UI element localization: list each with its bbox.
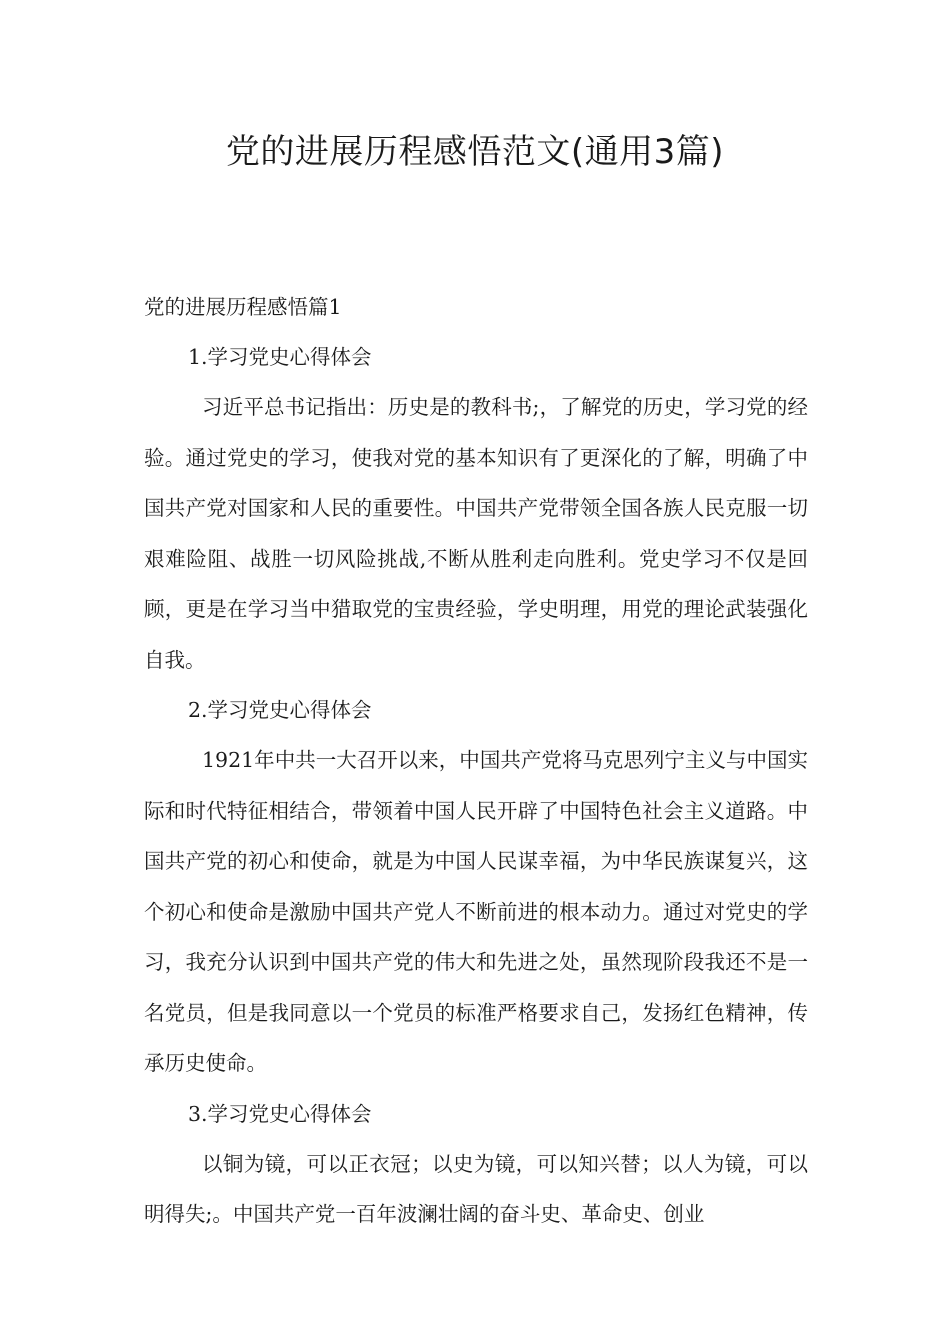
section-title: 党的进展历程感悟篇1 (144, 295, 342, 319)
item-paragraph-1: 习近平总书记指出：历史是的教科书;，了解党的历史，学习党的经验。通过党史的学习，使我对党的基本知识有了更深化的了解，明确了中国共产党对国家和人民的重要性。中国共产党带领全国各族人民克服一切艰难险阻、战胜一切风险挑战,不断从胜利走向胜利。党史学习不仅是回顾，更是在学习当中猎取党的宝贵经验，学史明理，用党的理论武装强化自我。 (144, 395, 808, 672)
item-paragraph-2: 1921年中共一大召开以来，中国共产党将马克思列宁主义与中国实际和时代特征相结合，带领着中国人民开辟了中国特色社会主义道路。中国共产党的初心和使命，就是为中国人民谋幸福，为中华民族谋复兴，这个初心和使命是激励中国共产党人不断前进的根本动力。通过对党史的学习，我充分认识到中国共产党的伟大和先进之处，虽然现阶段我还不是一名党员，但是我同意以一个党员的标准严格要求自己，发扬红色精神，传承历史使命。 (144, 748, 808, 1075)
document-title: 党的进展历程感悟范文(通用3篇) (225, 132, 725, 172)
item-heading-3: 3.学习党史心得体会 (188, 1101, 372, 1126)
item-heading-2: 2.学习党史心得体会 (188, 698, 372, 722)
item-paragraph-3: 以铜为镜，可以正衣冠；以史为镜，可以知兴替；以人为镜，可以明得失;。中国共产党一百年波澜壮阔的奋斗史、革命史、创业 (144, 1151, 808, 1226)
document-body (144, 282, 808, 1240)
item-heading-1: 1.学习党史心得体会 (188, 345, 372, 369)
